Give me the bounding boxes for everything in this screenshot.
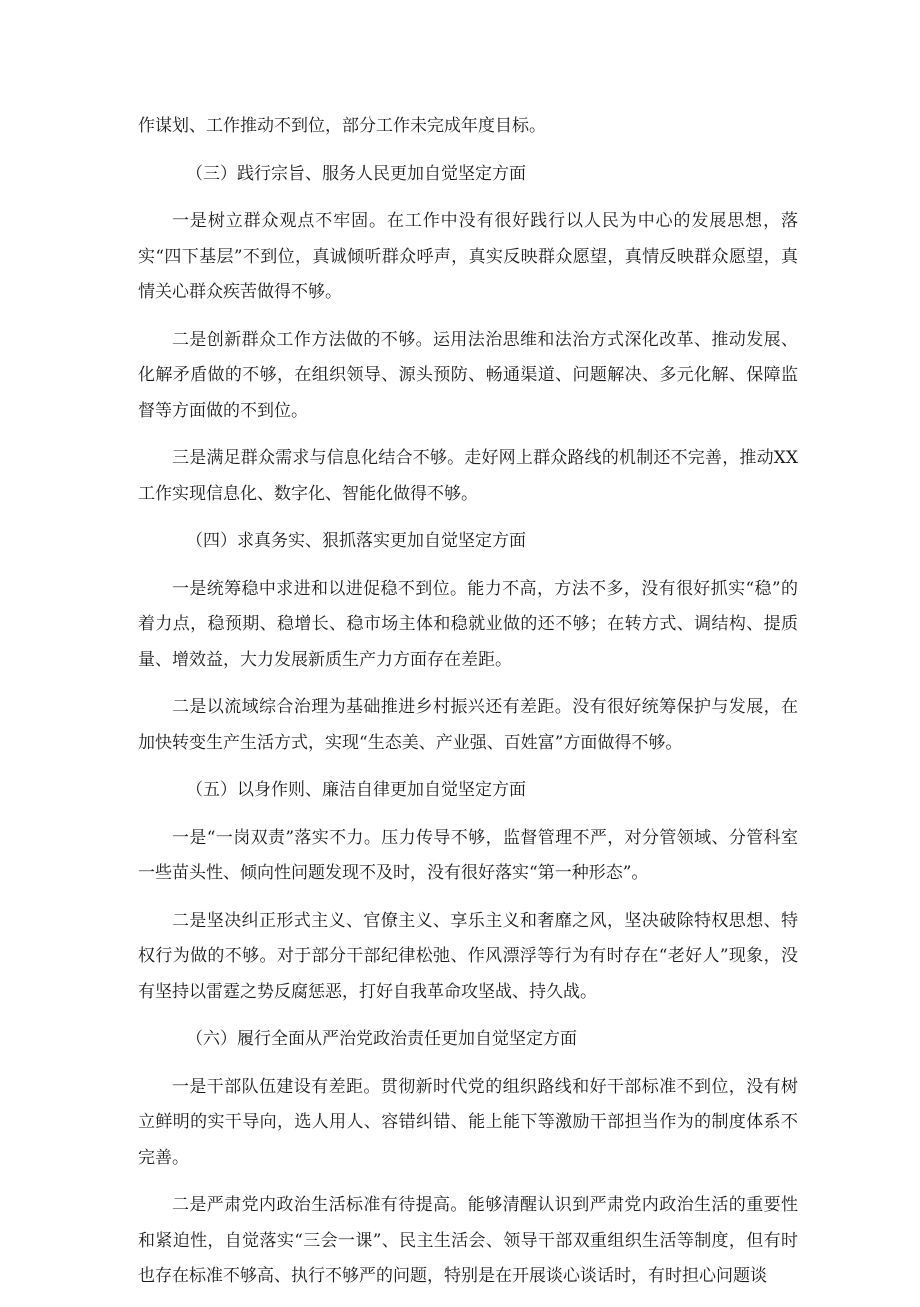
paragraph: 三是满足群众需求与信息化结合不够。走好网上群众路线的机制还不完善，推动XX工作实现信息化、数字化、智能化做得不够。 <box>138 448 798 504</box>
section-heading-3: （三）践行宗旨、服务人民更加自觉坚定方面 <box>186 163 526 184</box>
paragraph: 二是以流域综合治理为基础推进乡村振兴还有差距。没有很好统筹保护与发展，在加快转变生产生活方式，实现“生态美、产业强、百姓富”方面做得不够。 <box>138 697 798 753</box>
paragraph: 一是干部队伍建设有差距。贯彻新时代党的组织路线和好干部标准不到位，没有树立鲜明的实干导向，选人用人、容错纠错、能上能下等激励干部担当作为的制度体系不完善。 <box>138 1076 798 1168</box>
document-body <box>138 109 798 1307</box>
paragraph: 一是统筹稳中求进和以进促稳不到位。能力不高，方法不多，没有很好抓实“稳”的着力点，稳预期、稳增长、稳市场主体和稳就业做的还不够；在转方式、调结构、提质量、增效益，大力发展新质生产力方面存在差距。 <box>138 578 798 670</box>
section-heading-4: （四）求真务实、狠抓落实更加自觉坚定方面 <box>186 531 526 551</box>
paragraph: 二是坚决纠正形式主义、官僚主义、享乐主义和奢靡之风，坚决破除特权思想、特权行为做的不够。对于部分干部纪律松弛、作风漂浮等行为有时存在“老好人”现象，没有坚持以雷霆之势反腐惩恶，打好自我革命攻坚战、持久战。 <box>138 910 798 1002</box>
section-heading-6: （六）履行全面从严治党政治责任更加自觉坚定方面 <box>186 1029 577 1049</box>
paragraph: 二是严肃党内政治生活标准有待提高。能够清醒认识到严肃党内政治生活的重要性和紧迫性，自觉落实“三会一课”、民主生活会、领导干部双重组织生活等制度，但有时也存在标准不够高、执行不够严的问题，特别是在开展谈心谈话时，有时担心问题谈 <box>138 1195 798 1286</box>
paragraph: 一是树立群众观点不牢固。在工作中没有很好践行以人民为中心的发展思想，落实“四下基层”不到位，真诚倾听群众呼声，真实反映群众愿望，真情反映群众愿望，真情关心群众疾苦做得不够。 <box>138 211 798 302</box>
section-heading-5: （五）以身作则、廉洁自律更加自觉坚定方面 <box>186 780 526 800</box>
paragraph-continuation: 作谋划、工作推动不到位，部分工作未完成年度目标。 <box>138 116 546 136</box>
paragraph: 一是“一岗双责”落实不力。压力传导不够，监督管理不严，对分管领域、分管科室一些苗头性、倾向性问题发现不及时，没有很好落实“第一种形态”。 <box>138 827 798 883</box>
paragraph: 二是创新群众工作方法做的不够。运用法治思维和法治方式深化改革、推动发展、化解矛盾做的不够，在组织领导、源头预防、畅通渠道、问题解决、多元化解、保障监督等方面做的不到位。 <box>138 329 798 421</box>
